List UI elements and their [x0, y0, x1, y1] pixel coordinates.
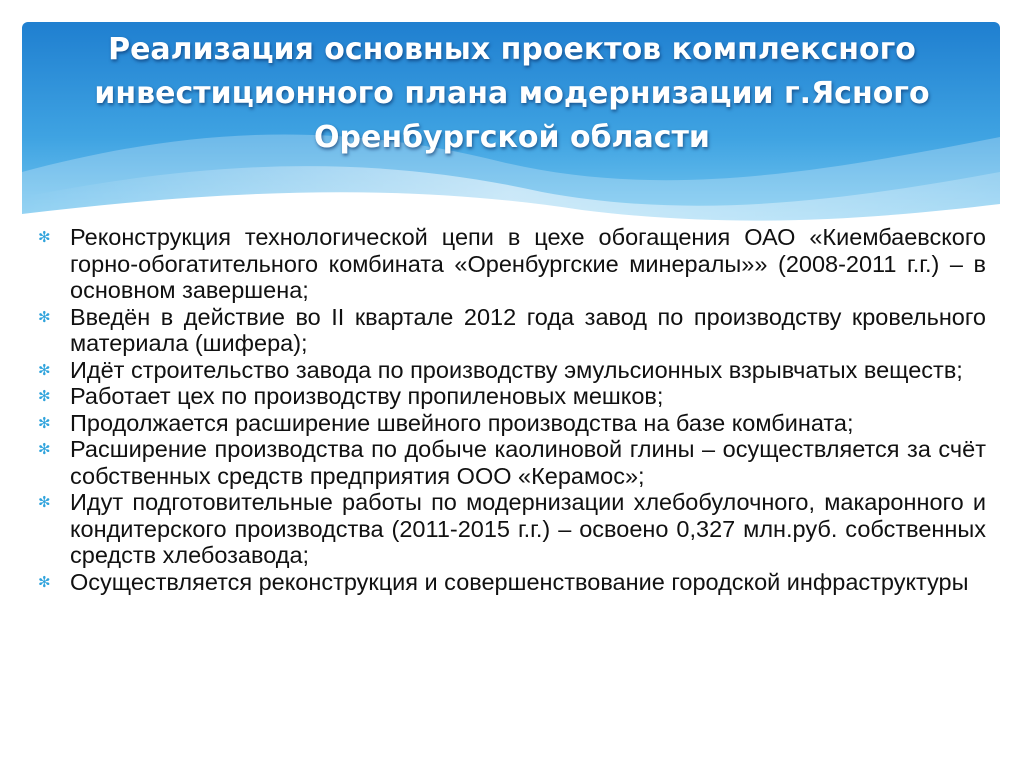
list-item	[38, 383, 986, 410]
asterisk-bullet-icon: ✻	[38, 228, 51, 246]
asterisk-bullet-icon: ✻	[38, 307, 51, 326]
asterisk-bullet-icon: ✻	[38, 413, 51, 432]
asterisk-bullet-icon: ✻	[38, 493, 51, 511]
asterisk-bullet-icon: ✻	[38, 440, 51, 458]
list-item	[38, 224, 986, 304]
list-item	[38, 304, 986, 357]
list-item	[38, 569, 986, 596]
slide-title: Реализация основных проектов комплексного инвестиционного плана модернизации г.Ясного Оренбургской области	[94, 32, 930, 155]
list-item	[38, 436, 986, 489]
bullet-list	[38, 224, 986, 595]
list-item-text: Осуществляется реконструкция и совершенствование городской инфраструктуры	[70, 568, 969, 595]
list-item-text: Расширение производства по добыче каолиновой глины – осуществляется за счёт собственных средств предприятия ООО «Керамос»;	[70, 436, 986, 489]
list-item-text: Введён в действие во II квартале 2012 года завод по производству кровельного материала (шифера);	[70, 303, 986, 356]
list-item-text: Идут подготовительные работы по модернизации хлебобулочного, макаронного и кондитерского производства (2011-2015 г.г.) – освоено 0,327 млн.руб. собственных средств хлебозавода;	[70, 489, 986, 568]
list-item	[38, 489, 986, 569]
asterisk-bullet-icon: ✻	[38, 360, 51, 379]
list-item	[38, 410, 986, 437]
list-item-text: Реконструкция технологической цепи в цехе обогащения ОАО «Киембаевского горно-обогатительного комбината «Оренбургские минералы»» (2008-2011 г.г.) – в основном завершена;	[70, 224, 986, 303]
list-item-text: Продолжается расширение швейного производства на базе комбината;	[70, 409, 854, 436]
list-item-text: Работает цех по производству пропиленовых мешков;	[70, 383, 664, 409]
asterisk-bullet-icon: ✻	[38, 572, 51, 591]
asterisk-bullet-icon: ✻	[38, 387, 51, 405]
list-item	[38, 357, 986, 384]
list-item-text: Идёт строительство завода по производству эмульсионных взрывчатых веществ;	[70, 356, 963, 383]
